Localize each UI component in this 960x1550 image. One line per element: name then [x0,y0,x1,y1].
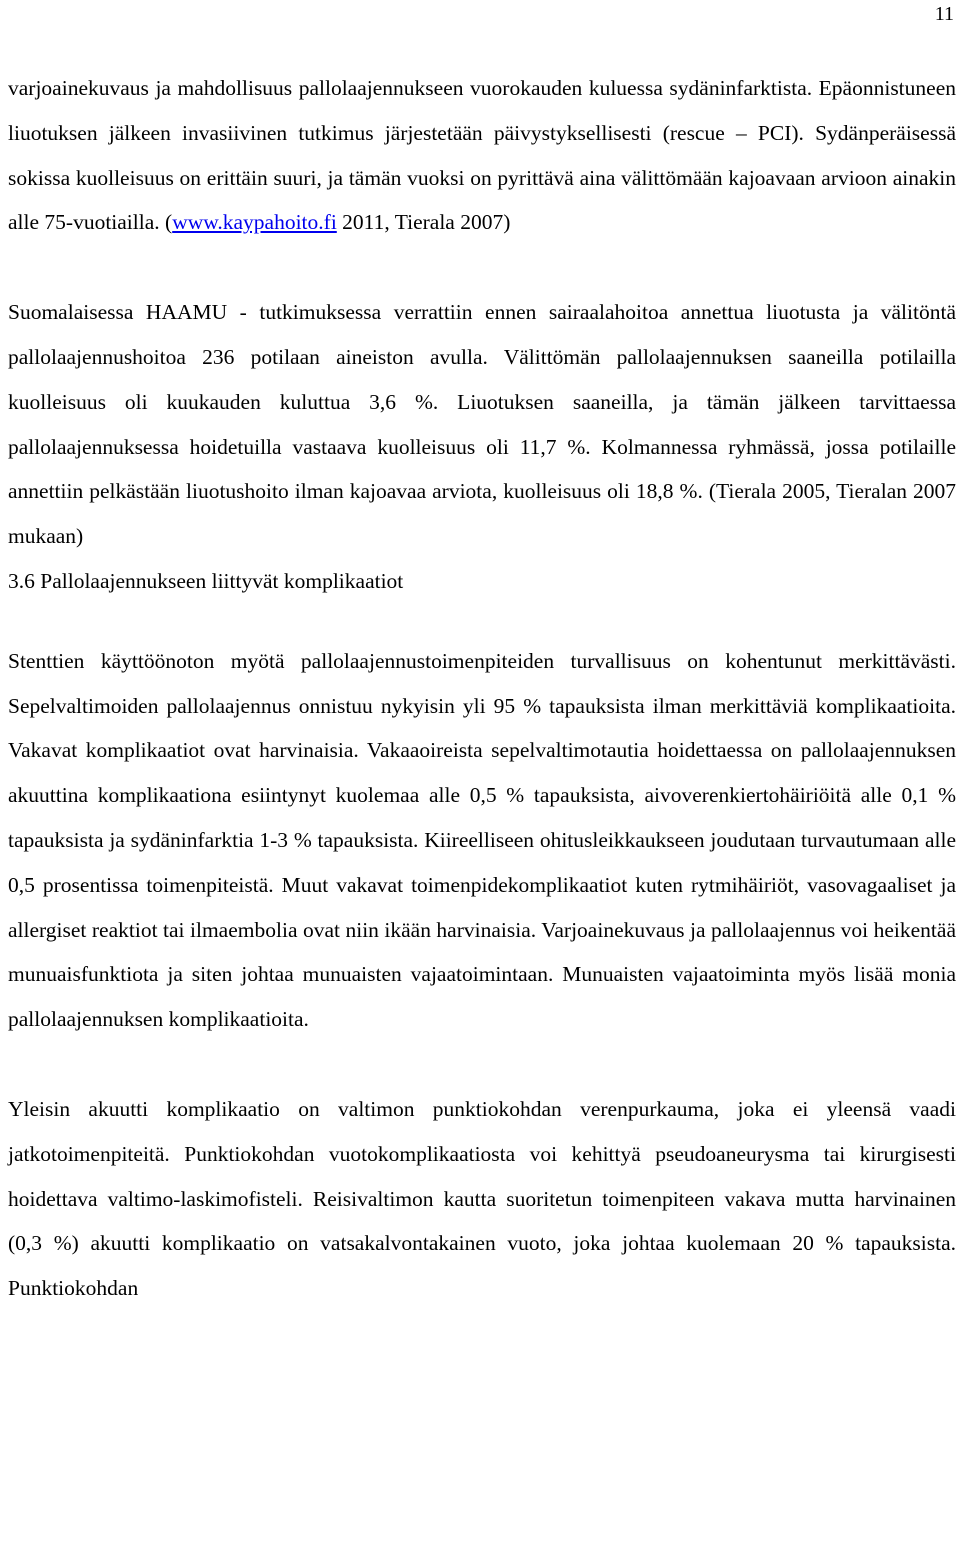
section-heading: 3.6 Pallolaajennukseen liittyvät komplikaatiot [8,568,404,593]
paragraph-1-tail: 2011, Tierala 2007) [336,210,511,235]
paragraph-1 [8,66,956,245]
kaypahoito-link[interactable]: www.kaypahoito.fi [172,210,337,235]
page-number: 11 [934,3,954,25]
paragraph-4: Yleisin akuutti komplikaatio on valtimon punktiokohdan verenpurkauma, joka ei yleensä vaadi jatkotoimenpiteitä. Punktiokohdan vuotokomplikaatiosta voi kehittyä pseudoaneurysma tai kirurgisesti hoidettava valtimo-laskimofisteli. Reisivaltimon kautta suoritetun toimenpiteen vakava mutta harvinainen (0,3 %) akuutti komplikaatio on vatsakalvontakainen vuoto, joka johtaa kuolemaan 20 % tapauksista. Punktiokohdan [8,1096,956,1301]
paragraph-3: Stenttien käyttöönoton myötä pallolaajennustoimenpiteiden turvallisuus on kohentunut merkittävästi. Sepelvaltimoiden pallolaajennus onnistuu nykyisin yli 95 % tapauksista ilman merkittäviä komplikaatioita. Vakavat komplikaatiot ovat harvinaisia. Vakaaoireista sepelvaltimotautia hoidettaessa on pallolaajennuksen akuuttina komplikaationa esiintynyt kuolemaa alle 0,5 % tapauksista, aivoverenkiertohäiriöitä alle 0,1 % tapauksista ja sydäninfarktia 1-3 % tapauksista. Kiireelliseen ohitusleikkaukseen joudutaan turvautumaan alle 0,5 prosentissa toimenpiteistä. Muut vakavat toimenpidekomplikaatiot kuten rytmihäiriöt, vasovagaaliset ja allergiset reaktiot tai ilmaembolia ovat niin ikään harvinaisia. Varjoainekuvaus ja pallolaajennus voi heikentää munuaisfunktiota ja siten johtaa munuaisten vajaatoimintaan. Munuaisten vajaatoiminta myös lisää monia pallolaajennuksen komplikaatioita. [8,648,956,1032]
document-body [8,66,956,1311]
paragraph-2: Suomalaisessa HAAMU - tutkimuksessa verrattiin ennen sairaalahoitoa annettua liuotusta ja välitöntä pallolaajennushoitoa 236 potilaan aineiston avulla. Välittömän pallolaajennuksen saaneilla potilailla kuolleisuus oli kuukauden kuluttua 3,6 %. Liuotuksen saaneilla, ja tämän jälkeen tarvittaessa pallolaajennuksessa hoidetuilla vastaava kuolleisuus oli 11,7 %. Kolmannessa ryhmässä, jossa potilaille annettiin pelkästään liuotushoito ilman kajoavaa arviota, kuolleisuus oli 18,8 %. (Tierala 2005, Tieralan 2007 mukaan) [8,300,956,549]
paragraph-1-text: varjoainekuvaus ja mahdollisuus pallolaajennukseen vuorokauden kuluessa sydäninfarktista. Epäonnistuneen liuotuksen jälkeen invasiivinen tutkimus järjestetään päivystyksellisesti (rescue – PCI). Sydänperäisessä sokissa kuolleisuus on erittäin suuri, ja tämän vuoksi on pyrittävä aina välittömään kajoavaan arvioon ainakin alle 75-vuotiailla. ( [8,76,956,235]
